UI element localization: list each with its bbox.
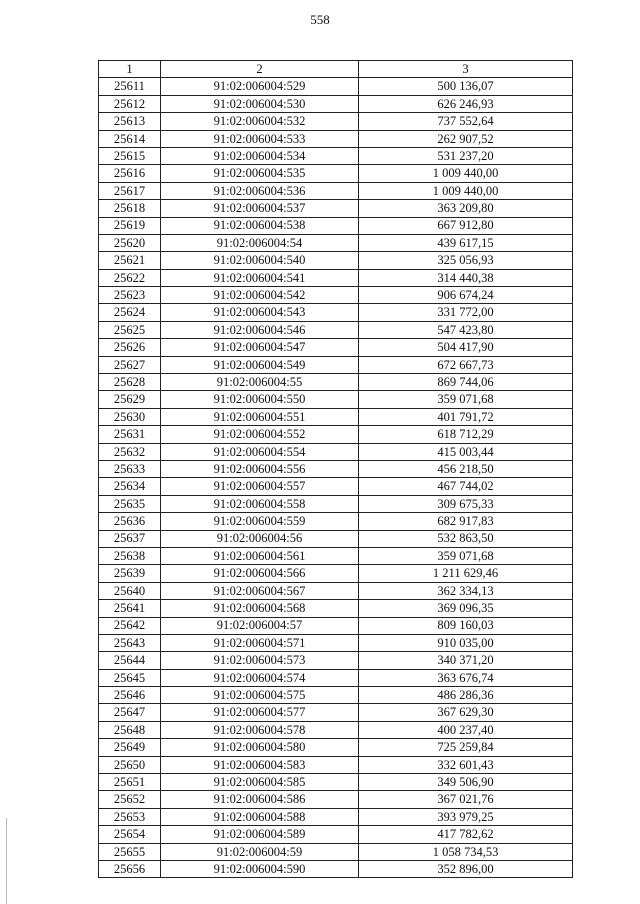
cadastral-value-cell: 869 744,06: [359, 374, 573, 391]
row-number-cell: 25643: [99, 634, 161, 651]
margin-line: [6, 818, 7, 904]
cadastral-value-cell: 439 617,15: [359, 234, 573, 251]
table-row: [99, 252, 573, 269]
cadastral-value-cell: 332 601,43: [359, 756, 573, 773]
cadastral-number-cell: 91:02:006004:573: [161, 652, 359, 669]
row-number-cell: 25624: [99, 304, 161, 321]
column-header-cadastral-number: 2: [161, 61, 359, 78]
row-number-cell: 25645: [99, 669, 161, 686]
row-number-cell: 25631: [99, 426, 161, 443]
cadastral-value-cell: 486 286,36: [359, 687, 573, 704]
cadastral-value-cell: 314 440,38: [359, 269, 573, 286]
cadastral-value-cell: 1 211 629,46: [359, 565, 573, 582]
table-row: [99, 513, 573, 530]
table-row: [99, 287, 573, 304]
row-number-cell: 25651: [99, 774, 161, 791]
cadastral-number-cell: 91:02:006004:530: [161, 95, 359, 112]
table-row: [99, 739, 573, 756]
cadastral-value-cell: 626 246,93: [359, 95, 573, 112]
table-header-row: [99, 61, 573, 78]
cadastral-number-cell: 91:02:006004:589: [161, 826, 359, 843]
cadastral-number-cell: 91:02:006004:54: [161, 234, 359, 251]
cadastral-number-cell: 91:02:006004:554: [161, 443, 359, 460]
table-row: [99, 826, 573, 843]
row-number-cell: 25636: [99, 513, 161, 530]
row-number-cell: 25630: [99, 408, 161, 425]
column-header-number: 1: [99, 61, 161, 78]
cadastral-number-cell: 91:02:006004:577: [161, 704, 359, 721]
row-number-cell: 25633: [99, 460, 161, 477]
cadastral-number-cell: 91:02:006004:547: [161, 339, 359, 356]
cadastral-number-cell: 91:02:006004:534: [161, 147, 359, 164]
cadastral-value-cell: 1 058 734,53: [359, 843, 573, 860]
row-number-cell: 25649: [99, 739, 161, 756]
row-number-cell: 25615: [99, 147, 161, 164]
row-number-cell: 25629: [99, 391, 161, 408]
row-number-cell: 25611: [99, 78, 161, 95]
cadastral-number-cell: 91:02:006004:585: [161, 774, 359, 791]
cadastral-value-cell: 331 772,00: [359, 304, 573, 321]
cadastral-number-cell: 91:02:006004:551: [161, 408, 359, 425]
table-row: [99, 704, 573, 721]
cadastral-number-cell: 91:02:006004:59: [161, 843, 359, 860]
cadastral-number-cell: 91:02:006004:542: [161, 287, 359, 304]
row-number-cell: 25640: [99, 582, 161, 599]
cadastral-value-cell: 367 021,76: [359, 791, 573, 808]
row-number-cell: 25617: [99, 182, 161, 199]
cadastral-number-cell: 91:02:006004:578: [161, 721, 359, 738]
cadastral-number-cell: 91:02:006004:541: [161, 269, 359, 286]
cadastral-value-cell: 352 896,00: [359, 860, 573, 877]
table-row: [99, 860, 573, 877]
cadastral-value-cell: 906 674,24: [359, 287, 573, 304]
table-row: [99, 843, 573, 860]
cadastral-number-cell: 91:02:006004:561: [161, 547, 359, 564]
cadastral-value-cell: 401 791,72: [359, 408, 573, 425]
table-row: [99, 321, 573, 338]
row-number-cell: 25642: [99, 617, 161, 634]
table-row: [99, 374, 573, 391]
cadastral-value-cell: 467 744,02: [359, 478, 573, 495]
table-row: [99, 756, 573, 773]
cadastral-value-cell: 500 136,07: [359, 78, 573, 95]
table-row: [99, 652, 573, 669]
row-number-cell: 25646: [99, 687, 161, 704]
table-row: [99, 443, 573, 460]
cadastral-number-cell: 91:02:006004:536: [161, 182, 359, 199]
cadastral-value-cell: 682 917,83: [359, 513, 573, 530]
table-row: [99, 356, 573, 373]
row-number-cell: 25652: [99, 791, 161, 808]
cadastral-value-cell: 325 056,93: [359, 252, 573, 269]
cadastral-value-cell: 667 912,80: [359, 217, 573, 234]
cadastral-number-cell: 91:02:006004:550: [161, 391, 359, 408]
table-row: [99, 130, 573, 147]
column-header-value: 3: [359, 61, 573, 78]
table-row: [99, 339, 573, 356]
row-number-cell: 25626: [99, 339, 161, 356]
cadastral-number-cell: 91:02:006004:583: [161, 756, 359, 773]
row-number-cell: 25650: [99, 756, 161, 773]
cadastral-number-cell: 91:02:006004:575: [161, 687, 359, 704]
cadastral-number-cell: 91:02:006004:567: [161, 582, 359, 599]
table-row: [99, 721, 573, 738]
cadastral-number-cell: 91:02:006004:546: [161, 321, 359, 338]
cadastral-value-cell: 737 552,64: [359, 113, 573, 130]
table-row: [99, 147, 573, 164]
row-number-cell: 25655: [99, 843, 161, 860]
table-row: [99, 391, 573, 408]
table-row: [99, 617, 573, 634]
cadastral-value-cell: 359 071,68: [359, 547, 573, 564]
row-number-cell: 25634: [99, 478, 161, 495]
cadastral-number-cell: 91:02:006004:533: [161, 130, 359, 147]
row-number-cell: 25656: [99, 860, 161, 877]
page-number: 558: [310, 12, 330, 27]
cadastral-number-cell: 91:02:006004:55: [161, 374, 359, 391]
row-number-cell: 25616: [99, 165, 161, 182]
cadastral-number-cell: 91:02:006004:535: [161, 165, 359, 182]
cadastral-value-cell: 809 160,03: [359, 617, 573, 634]
cadastral-value-cell: 415 003,44: [359, 443, 573, 460]
cadastral-number-cell: 91:02:006004:588: [161, 808, 359, 825]
cadastral-number-cell: 91:02:006004:590: [161, 860, 359, 877]
table-row: [99, 582, 573, 599]
row-number-cell: 25614: [99, 130, 161, 147]
row-number-cell: 25613: [99, 113, 161, 130]
row-number-cell: 25620: [99, 234, 161, 251]
table-row: [99, 426, 573, 443]
table-row: [99, 113, 573, 130]
table-row: [99, 565, 573, 582]
table-row: [99, 165, 573, 182]
cadastral-value-cell: 367 629,30: [359, 704, 573, 721]
cadastral-value-cell: 417 782,62: [359, 826, 573, 843]
row-number-cell: 25654: [99, 826, 161, 843]
row-number-cell: 25627: [99, 356, 161, 373]
cadastral-number-cell: 91:02:006004:571: [161, 634, 359, 651]
cadastral-value-cell: 618 712,29: [359, 426, 573, 443]
table-row: [99, 95, 573, 112]
cadastral-value-cell: 531 237,20: [359, 147, 573, 164]
cadastral-number-cell: 91:02:006004:566: [161, 565, 359, 582]
table-row: [99, 600, 573, 617]
cadastral-number-cell: 91:02:006004:56: [161, 530, 359, 547]
row-number-cell: 25653: [99, 808, 161, 825]
row-number-cell: 25618: [99, 200, 161, 217]
table-row: [99, 495, 573, 512]
cadastral-number-cell: 91:02:006004:537: [161, 200, 359, 217]
table-row: [99, 234, 573, 251]
row-number-cell: 25632: [99, 443, 161, 460]
row-number-cell: 25641: [99, 600, 161, 617]
row-number-cell: 25619: [99, 217, 161, 234]
cadastral-number-cell: 91:02:006004:543: [161, 304, 359, 321]
row-number-cell: 25612: [99, 95, 161, 112]
table-row: [99, 547, 573, 564]
cadastral-number-cell: 91:02:006004:557: [161, 478, 359, 495]
cadastral-number-cell: 91:02:006004:552: [161, 426, 359, 443]
cadastral-value-cell: 1 009 440,00: [359, 182, 573, 199]
table-row: [99, 808, 573, 825]
cadastral-value-cell: 340 371,20: [359, 652, 573, 669]
table-row: [99, 634, 573, 651]
row-number-cell: 25638: [99, 547, 161, 564]
row-number-cell: 25644: [99, 652, 161, 669]
cadastral-number-cell: 91:02:006004:532: [161, 113, 359, 130]
cadastral-number-cell: 91:02:006004:559: [161, 513, 359, 530]
cadastral-number-cell: 91:02:006004:529: [161, 78, 359, 95]
table-row: [99, 217, 573, 234]
table-row: [99, 460, 573, 477]
cadastral-value-cell: 309 675,33: [359, 495, 573, 512]
cadastral-number-cell: 91:02:006004:556: [161, 460, 359, 477]
row-number-cell: 25637: [99, 530, 161, 547]
cadastral-value-cell: 349 506,90: [359, 774, 573, 791]
cadastral-value-cell: 1 009 440,00: [359, 165, 573, 182]
cadastral-value-cell: 672 667,73: [359, 356, 573, 373]
table-body: [99, 78, 573, 878]
table-row: [99, 408, 573, 425]
row-number-cell: 25621: [99, 252, 161, 269]
cadastral-value-cell: 725 259,84: [359, 739, 573, 756]
cadastral-number-cell: 91:02:006004:574: [161, 669, 359, 686]
table-row: [99, 200, 573, 217]
row-number-cell: 25648: [99, 721, 161, 738]
table-row: [99, 791, 573, 808]
cadastral-value-cell: 910 035,00: [359, 634, 573, 651]
cadastral-value-cell: 504 417,90: [359, 339, 573, 356]
table-row: [99, 78, 573, 95]
cadastral-number-cell: 91:02:006004:57: [161, 617, 359, 634]
cadastral-number-cell: 91:02:006004:540: [161, 252, 359, 269]
cadastral-number-cell: 91:02:006004:558: [161, 495, 359, 512]
cadastral-value-cell: 400 237,40: [359, 721, 573, 738]
table-row: [99, 687, 573, 704]
row-number-cell: 25625: [99, 321, 161, 338]
cadastral-value-cell: 456 218,50: [359, 460, 573, 477]
cadastral-value-cell: 547 423,80: [359, 321, 573, 338]
cadastral-number-cell: 91:02:006004:568: [161, 600, 359, 617]
table-row: [99, 530, 573, 547]
row-number-cell: 25622: [99, 269, 161, 286]
cadastral-value-table: [98, 60, 573, 878]
cadastral-number-cell: 91:02:006004:580: [161, 739, 359, 756]
table-row: [99, 182, 573, 199]
cadastral-value-cell: 363 209,80: [359, 200, 573, 217]
table-row: [99, 269, 573, 286]
cadastral-value-cell: 362 334,13: [359, 582, 573, 599]
cadastral-value-cell: 393 979,25: [359, 808, 573, 825]
table-row: [99, 304, 573, 321]
table-row: [99, 478, 573, 495]
row-number-cell: 25635: [99, 495, 161, 512]
cadastral-number-cell: 91:02:006004:586: [161, 791, 359, 808]
cadastral-value-cell: 369 096,35: [359, 600, 573, 617]
table-row: [99, 669, 573, 686]
row-number-cell: 25623: [99, 287, 161, 304]
cadastral-number-cell: 91:02:006004:549: [161, 356, 359, 373]
cadastral-value-cell: 262 907,52: [359, 130, 573, 147]
cadastral-number-cell: 91:02:006004:538: [161, 217, 359, 234]
cadastral-value-cell: 532 863,50: [359, 530, 573, 547]
cadastral-value-cell: 359 071,68: [359, 391, 573, 408]
row-number-cell: 25639: [99, 565, 161, 582]
cadastral-value-cell: 363 676,74: [359, 669, 573, 686]
table-row: [99, 774, 573, 791]
row-number-cell: 25647: [99, 704, 161, 721]
row-number-cell: 25628: [99, 374, 161, 391]
